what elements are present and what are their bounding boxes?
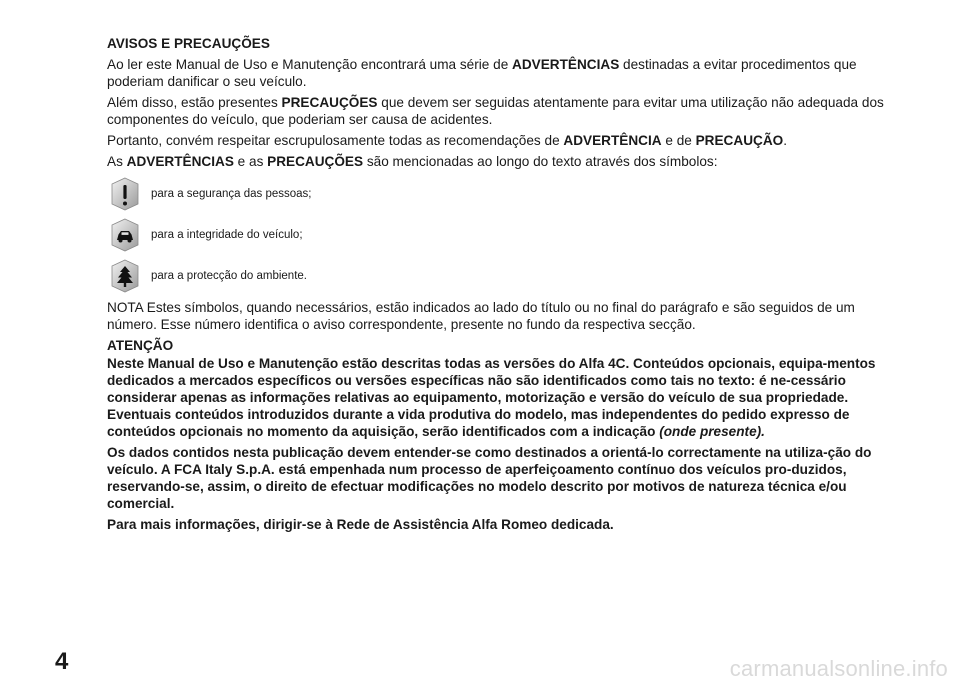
text-run: são mencionadas ao longo do texto através dos símbolos:	[363, 154, 718, 169]
text-run: Além disso, estão presentes	[107, 95, 282, 110]
symbol-label: para a protecção do ambiente.	[151, 269, 307, 282]
bold-term: PRECAUÇÕES	[281, 95, 378, 110]
watermark: carmanualsonline.info	[729, 656, 948, 681]
page-content	[107, 35, 907, 537]
bold-term: PRECAUÇÕES	[267, 154, 364, 169]
section-title: AVISOS E PRECAUÇÕES	[107, 36, 270, 51]
text-run: que devem ser seguidas atentamente para evitar uma utilização não adequada dos componentes do veículo, que poderiam ser causa de acidentes.	[107, 95, 884, 127]
atencao-block	[107, 337, 907, 533]
page-number: 4	[55, 648, 69, 675]
text-run: e de	[661, 133, 696, 148]
warning-tree-icon	[111, 259, 139, 293]
symbol-label: para a segurança das pessoas;	[151, 187, 312, 200]
italic-run: (onde presente).	[659, 424, 765, 439]
warning-exclamation-icon	[111, 177, 139, 211]
atencao-paragraph-2: Os dados contidos nesta publicação devem entender-se como destinados a orientá-lo correctamente na utiliza-ção do veículo. A FCA Italy S.p.A. está empenhada num processo de aperfeiçoamento contínuo dos veículos pro-duzidos, reservando-se, assim, o direito de efectuar modificações no modelo descrito por motivos de natureza técnica e/ou comercial.	[107, 445, 872, 511]
text-run: destinadas a evitar procedimentos que poderiam danificar o seu veículo.	[107, 57, 857, 89]
warning-car-icon	[111, 218, 139, 252]
atencao-paragraph-3: Para mais informações, dirigir-se à Rede de Assistência Alfa Romeo dedicada.	[107, 517, 614, 532]
bold-term: ADVERTÊNCIAS	[512, 57, 620, 72]
symbols-intro-paragraph	[107, 153, 907, 170]
symbol-label: para a integridade do veículo;	[151, 228, 303, 241]
nota-paragraph: NOTA Estes símbolos, quando necessários, estão indicados ao lado do título ou no final do parágrafo e são seguidos de um número. Esse número identifica o aviso correspondente, presente no fundo da respectiva secção.	[107, 300, 855, 332]
bold-term: PRECAUÇÃO	[695, 133, 784, 148]
symbol-row-environment	[107, 256, 907, 296]
text-run: e as	[233, 154, 268, 169]
precautions-paragraph	[107, 94, 907, 128]
symbols-list	[107, 174, 907, 296]
text-run: .	[783, 133, 787, 148]
respect-paragraph	[107, 132, 907, 149]
atencao-title: ATENÇÃO	[107, 338, 174, 353]
text-run: Neste Manual de Uso e Manutenção estão descritas todas as versões do Alfa 4C. Conteúdos opcionais, equipa-mentos dedicados a mercados específicos ou versões específicas não são identificados como tais no texto: é ne-cessário considerar apenas as informações relativas ao equipamento, motorização e versão do veículo de sua propriedade. Eventuais conteúdos introduzidos durante a vida produtiva do modelo, mas independentes do pedido expresso de conteúdos opcionais no momento da aquisição, serão identificados com a indicação	[107, 356, 876, 439]
text-run: Portanto, convém respeitar escrupulosamente todas as recomendações de	[107, 133, 564, 148]
text-run: As	[107, 154, 127, 169]
bold-term: ADVERTÊNCIA	[563, 133, 662, 148]
intro-paragraph	[107, 56, 907, 90]
text-run: Ao ler este Manual de Uso e Manutenção encontrará uma série de	[107, 57, 513, 72]
symbol-row-people	[107, 174, 907, 214]
symbol-row-vehicle	[107, 215, 907, 255]
bold-term: ADVERTÊNCIAS	[126, 154, 234, 169]
atencao-paragraph-1	[107, 355, 907, 440]
